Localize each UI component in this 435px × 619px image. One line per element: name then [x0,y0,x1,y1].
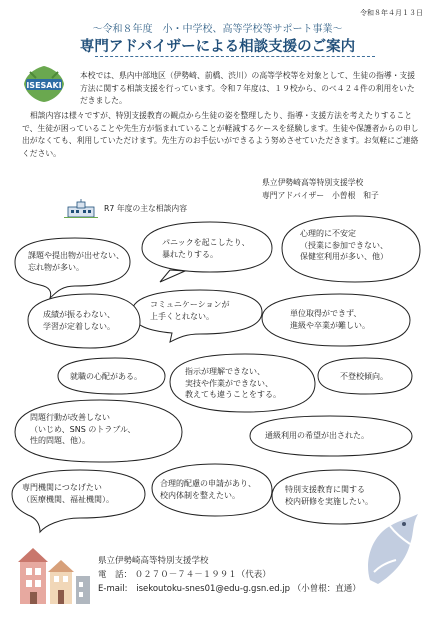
footer-phone-row [98,568,361,582]
bubble-training: 特別支援教育に関する 校内研修を実施したい。 [285,485,373,506]
body-paragraph: 相談内容は様々ですが、特別支援教育の観点から生徒の姿を整理したり、指導・支援方法を考えたりすることで、生徒が困っていることや先生方が悩まれていることが軽減するケースを経験します。生徒や保護者からの申し出がなくても、利用していただけます。先生方のお手伝いができるよう努めさせていただきます。お気軽にご連絡ください。 [22,111,419,158]
houses-illustration [18,546,92,606]
footer-school: 県立伊勢崎高等特別支援学校 [98,556,209,566]
email-address[interactable]: isekoutoku-snes01@edu-g.gsn.ed.jp [136,584,291,594]
signature-school: 県立伊勢崎高等特別支援学校 [262,178,364,187]
footer-email-row [98,582,361,596]
bubble-behavior: 問題行動が改善しない （いじめ、SNS のトラブル、 性的問題、他）。 [30,413,136,445]
bubble-panic: パニックを起こしたり、 暴れたりする。 [162,238,250,259]
phone-number[interactable]: ０２７０－７４－１９９１（代表） [134,570,271,580]
bubble-employment: 就職の心配がある。 [70,372,142,381]
bubble-referral: 専門機関につなげたい （医療機関、福祉機関）。 [22,483,114,504]
subtitle: ～令和８年度 小・中学校、高等学校等サポート事業～ [92,24,343,35]
phone-label: 電 話： [98,570,133,580]
issue-date: 令和８年４月１３日 [360,9,423,17]
bubble-truancy: 不登校傾向。 [340,372,388,381]
bubble-instructions: 指示が理解できない、 実技や作業ができない、 教えても違うことをする。 [185,367,281,399]
page-title: 専門アドバイザーによる相談支援のご案内 [79,39,356,55]
bird-illustration [360,510,424,590]
bubble-psychological: 心理的に不安定 （授業に参加できない、 保健室利用が多い、他） [300,229,388,261]
email-note: （小曽根：直通） [292,584,361,594]
section-heading: R7 年度の主な相談内容 [104,204,188,213]
bubble-tsukyu: 通級利用の希望が出された。 [265,431,369,440]
bubble-communication: コミュニケーションが 上手くとれない。 [150,300,230,321]
bubble-credits: 単位取得ができず、 進級や卒業が難しい。 [290,309,370,330]
intro-paragraph: 本校では、県内中部地区（伊勢崎、前橋、渋川）の高等学校等を対象として、生徒の指導・支援方法に関する相談支援を行っています。令和７年度は、１９校から、のべ４２４件の利用をいただきました。 [80,71,416,105]
email-label: E-mail: [98,584,128,594]
bubble-homework: 課題や提出物が出せない、 忘れ物が多い。 [28,251,124,272]
logo-text: ISESAKI [26,81,62,90]
contact-info [98,554,361,596]
signature-advisor: 専門アドバイザー 小曽根 和子 [262,191,379,200]
bubble-grades: 成績が振るわない、 学習が定着しない。 [43,310,115,331]
bubble-accommodation: 合理的配慮の申請があり、 校内体制を整えたい。 [160,479,256,500]
